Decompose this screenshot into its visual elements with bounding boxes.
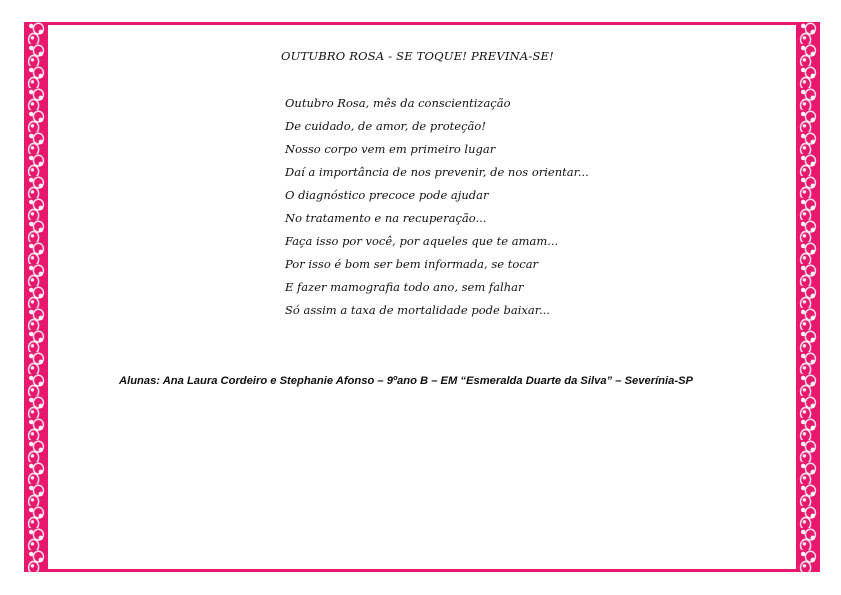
poem-line: Daí a importância de nos prevenir, de nos orientar...: [285, 165, 589, 179]
poem-line: Faça isso por você, por aqueles que te amam...: [285, 234, 559, 248]
poem-line: O diagnóstico precoce pode ajudar: [285, 188, 489, 202]
poem-line: E fazer mamografia todo ano, sem falhar: [285, 280, 524, 294]
poem-line: Por isso é bom ser bem informada, se tocar: [285, 257, 539, 271]
poem-title: OUTUBRO ROSA - SE TOQUE! PREVINA-SE!: [281, 49, 554, 63]
poem-line: De cuidado, de amor, de proteção!: [285, 119, 486, 133]
right-floral-border: [796, 22, 820, 572]
left-floral-border: [24, 22, 48, 572]
student-credits: Alunas: Ana Laura Cordeiro e Stephanie Afonso – 9ºano B – EM “Esmeralda Duarte da Silva” – Severínia-SP: [119, 375, 693, 387]
poem-line: No tratamento e na recuperação...: [285, 211, 487, 225]
poem-line: Nosso corpo vem em primeiro lugar: [285, 142, 496, 156]
poem-line: Outubro Rosa, mês da conscientização: [285, 96, 511, 110]
poem-body: [285, 94, 589, 324]
poem-line: Só assim a taxa de mortalidade pode baixar...: [285, 303, 550, 317]
